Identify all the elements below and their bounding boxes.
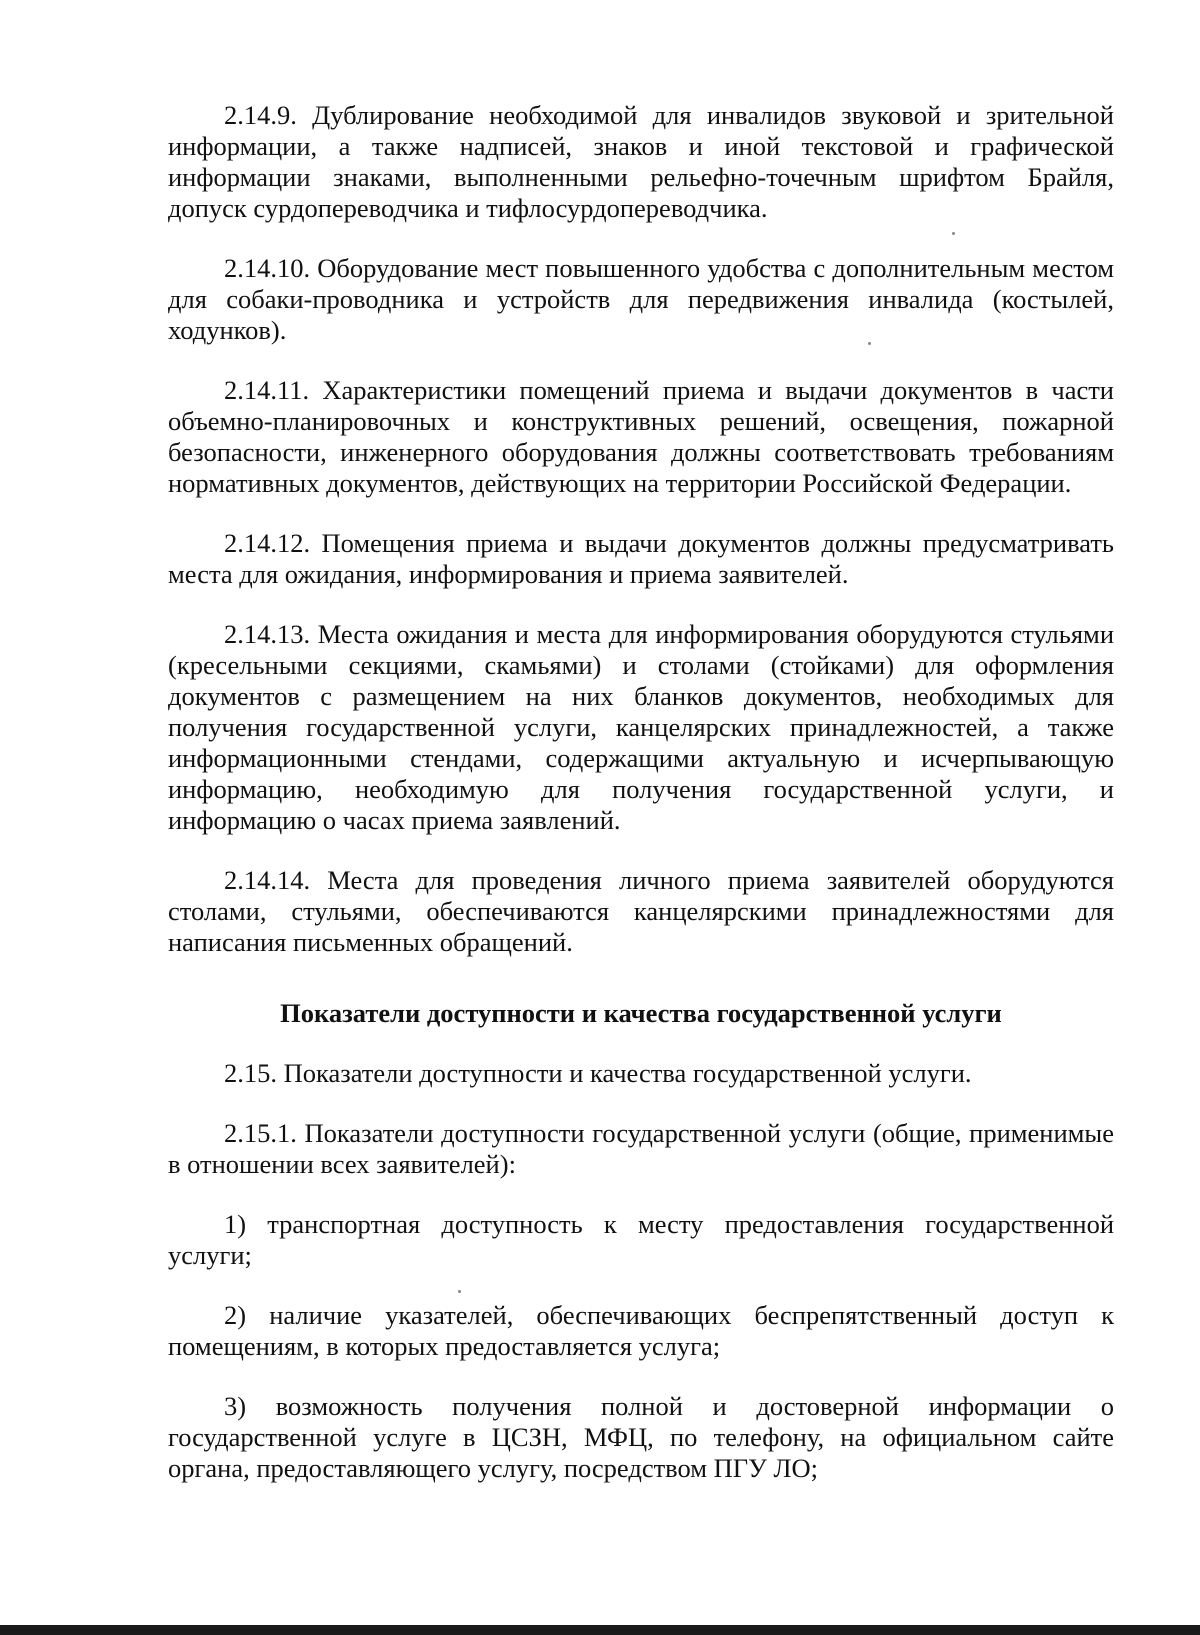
list-item-3: 3) возможность получения полной и достоверной информации о государственной услуге в ЦСЗН, МФЦ, по телефону, на официальном сайте органа, предоставляющего услугу, посредством ПГУ ЛО; bbox=[168, 1391, 1114, 1483]
paragraph-2-14-13: 2.14.13. Места ожидания и места для информирования оборудуются стульями (кресельными секциями, скамьями) и столами (стойками) для оформления документов с размещением на них бланков документов, необходимых для получения государственной услуги, канцелярских принадлежностей, а также информационными стендами, содержащими актуальную и исчерпывающую информацию, необходимую для получения государственной услуги, и информацию о часах приема заявлений. bbox=[168, 619, 1114, 835]
paragraph-2-14-14: 2.14.14. Места для проведения личного приема заявителей оборудуются столами, стульями, обеспечиваются канцелярскими принадлежностями для написания письменных обращений. bbox=[168, 865, 1114, 957]
paragraph-2-14-10: 2.14.10. Оборудование мест повышенного удобства с дополнительным местом для собаки-проводника и устройств для передвижения инвалида (костылей, ходунков). bbox=[168, 253, 1114, 345]
section-heading: Показатели доступности и качества государственной услуги bbox=[280, 998, 1002, 1028]
list-item-1: 1) транспортная доступность к месту предоставления государственной услуги; bbox=[168, 1209, 1114, 1270]
scan-speck bbox=[868, 342, 871, 345]
scan-speck bbox=[952, 232, 955, 235]
paragraph-2-15: 2.15. Показатели доступности и качества государственной услуги. bbox=[224, 1058, 972, 1088]
paragraph-2-14-12: 2.14.12. Помещения приема и выдачи документов должны предусматривать места для ожидания, информирования и приема заявителей. bbox=[168, 528, 1114, 589]
paragraph-2-14-11: 2.14.11. Характеристики помещений приема и выдачи документов в части объемно-планировочных и конструктивных решений, освещения, пожарной безопасности, инженерного оборудования должны соответствовать требованиям нормативных документов, действующих на территории Российской Федерации. bbox=[168, 375, 1114, 498]
list-item-2: 2) наличие указателей, обеспечивающих беспрепятственный доступ к помещениям, в которых предоставляется услуга; bbox=[168, 1300, 1114, 1361]
paragraph-2-15-1: 2.15.1. Показатели доступности государственной услуги (общие, применимые в отношении всех заявителей): bbox=[168, 1118, 1114, 1179]
scan-speck bbox=[458, 1290, 461, 1293]
document-body bbox=[168, 100, 1114, 1513]
paragraph-2-14-9: 2.14.9. Дублирование необходимой для инвалидов звуковой и зрительной информации, а также надписей, знаков и иной текстовой и графической информации знаками, выполненными рельефно-точечным шрифтом Брайля, допуск сурдопереводчика и тифлосурдопереводчика. bbox=[168, 100, 1114, 223]
scan-bottom-edge bbox=[0, 1625, 1200, 1635]
